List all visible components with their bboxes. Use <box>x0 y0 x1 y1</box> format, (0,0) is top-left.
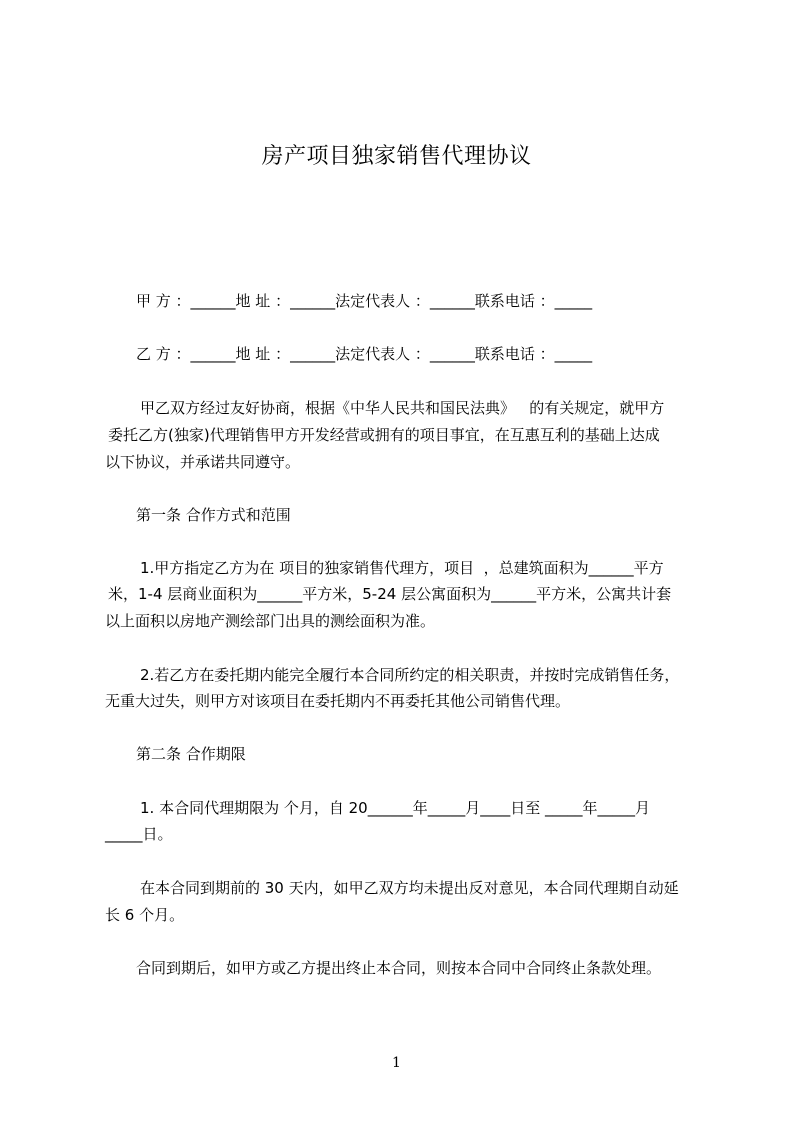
article-1-clause-1-line-2: 米，1-4 层商业面积为______平方米，5-24 层公寓面积为______平方米，公寓共计套 <box>108 585 672 603</box>
article-2-clause-2-line-1: 在本合同到期前的 30 天内，如甲乙双方均未提出反对意见，本合同代理期自动延 <box>140 879 679 897</box>
intro-line-1: 甲乙双方经过友好协商，根据《中华人民共和国民法典》 的有关规定，就甲方 <box>140 399 665 417</box>
intro-line-2: 委托乙方(独家)代理销售甲方开发经营或拥有的项目事宜，在互惠互利的基础上达成 <box>108 426 660 444</box>
article-1-clause-2-line-2: 无重大过失，则甲方对该项目在委托期内不再委托其他公司销售代理。 <box>105 692 571 710</box>
article-2-clause-1-line-1: 1. 本合同代理期限为 个月，自 20______年_____月____日至 _____年_____月 <box>140 799 650 817</box>
article-1-clause-1-line-3: 以上面积以房地产测绘部门出具的测绘面积为准。 <box>105 612 436 630</box>
intro-line-3: 以下协议，并承诺共同遵守。 <box>105 453 301 471</box>
article-2-heading: 第二条 合作期限 <box>136 745 246 763</box>
page-number: 1 <box>392 1055 401 1071</box>
document-title: 房产项目独家销售代理协议 <box>261 144 532 169</box>
article-1-clause-1-line-1: 1.甲方指定乙方为在 项目的独家销售代理方，项目 ，总建筑面积为______平方 <box>140 559 664 577</box>
article-2-clause-1-line-2: _____日。 <box>105 825 173 843</box>
party-b-line: 乙 方 ：______地 址 ：______法定代表人 ：______联系电话 ：_____ <box>136 345 593 363</box>
article-2-clause-3: 合同到期后，如甲方或乙方提出终止本合同，则按本合同中合同终止条款处理。 <box>136 959 662 977</box>
party-a-line: 甲 方 ：______地 址 ：______法定代表人 ：______联系电话 ：_____ <box>136 292 593 310</box>
article-2-clause-2-line-2: 长 6 个月。 <box>105 906 185 924</box>
article-1-heading: 第一条 合作方式和范围 <box>136 506 291 524</box>
article-1-clause-2-line-1: 2.若乙方在委托期内能完全履行本合同所约定的相关职责，并按时完成销售任务， <box>140 666 680 684</box>
